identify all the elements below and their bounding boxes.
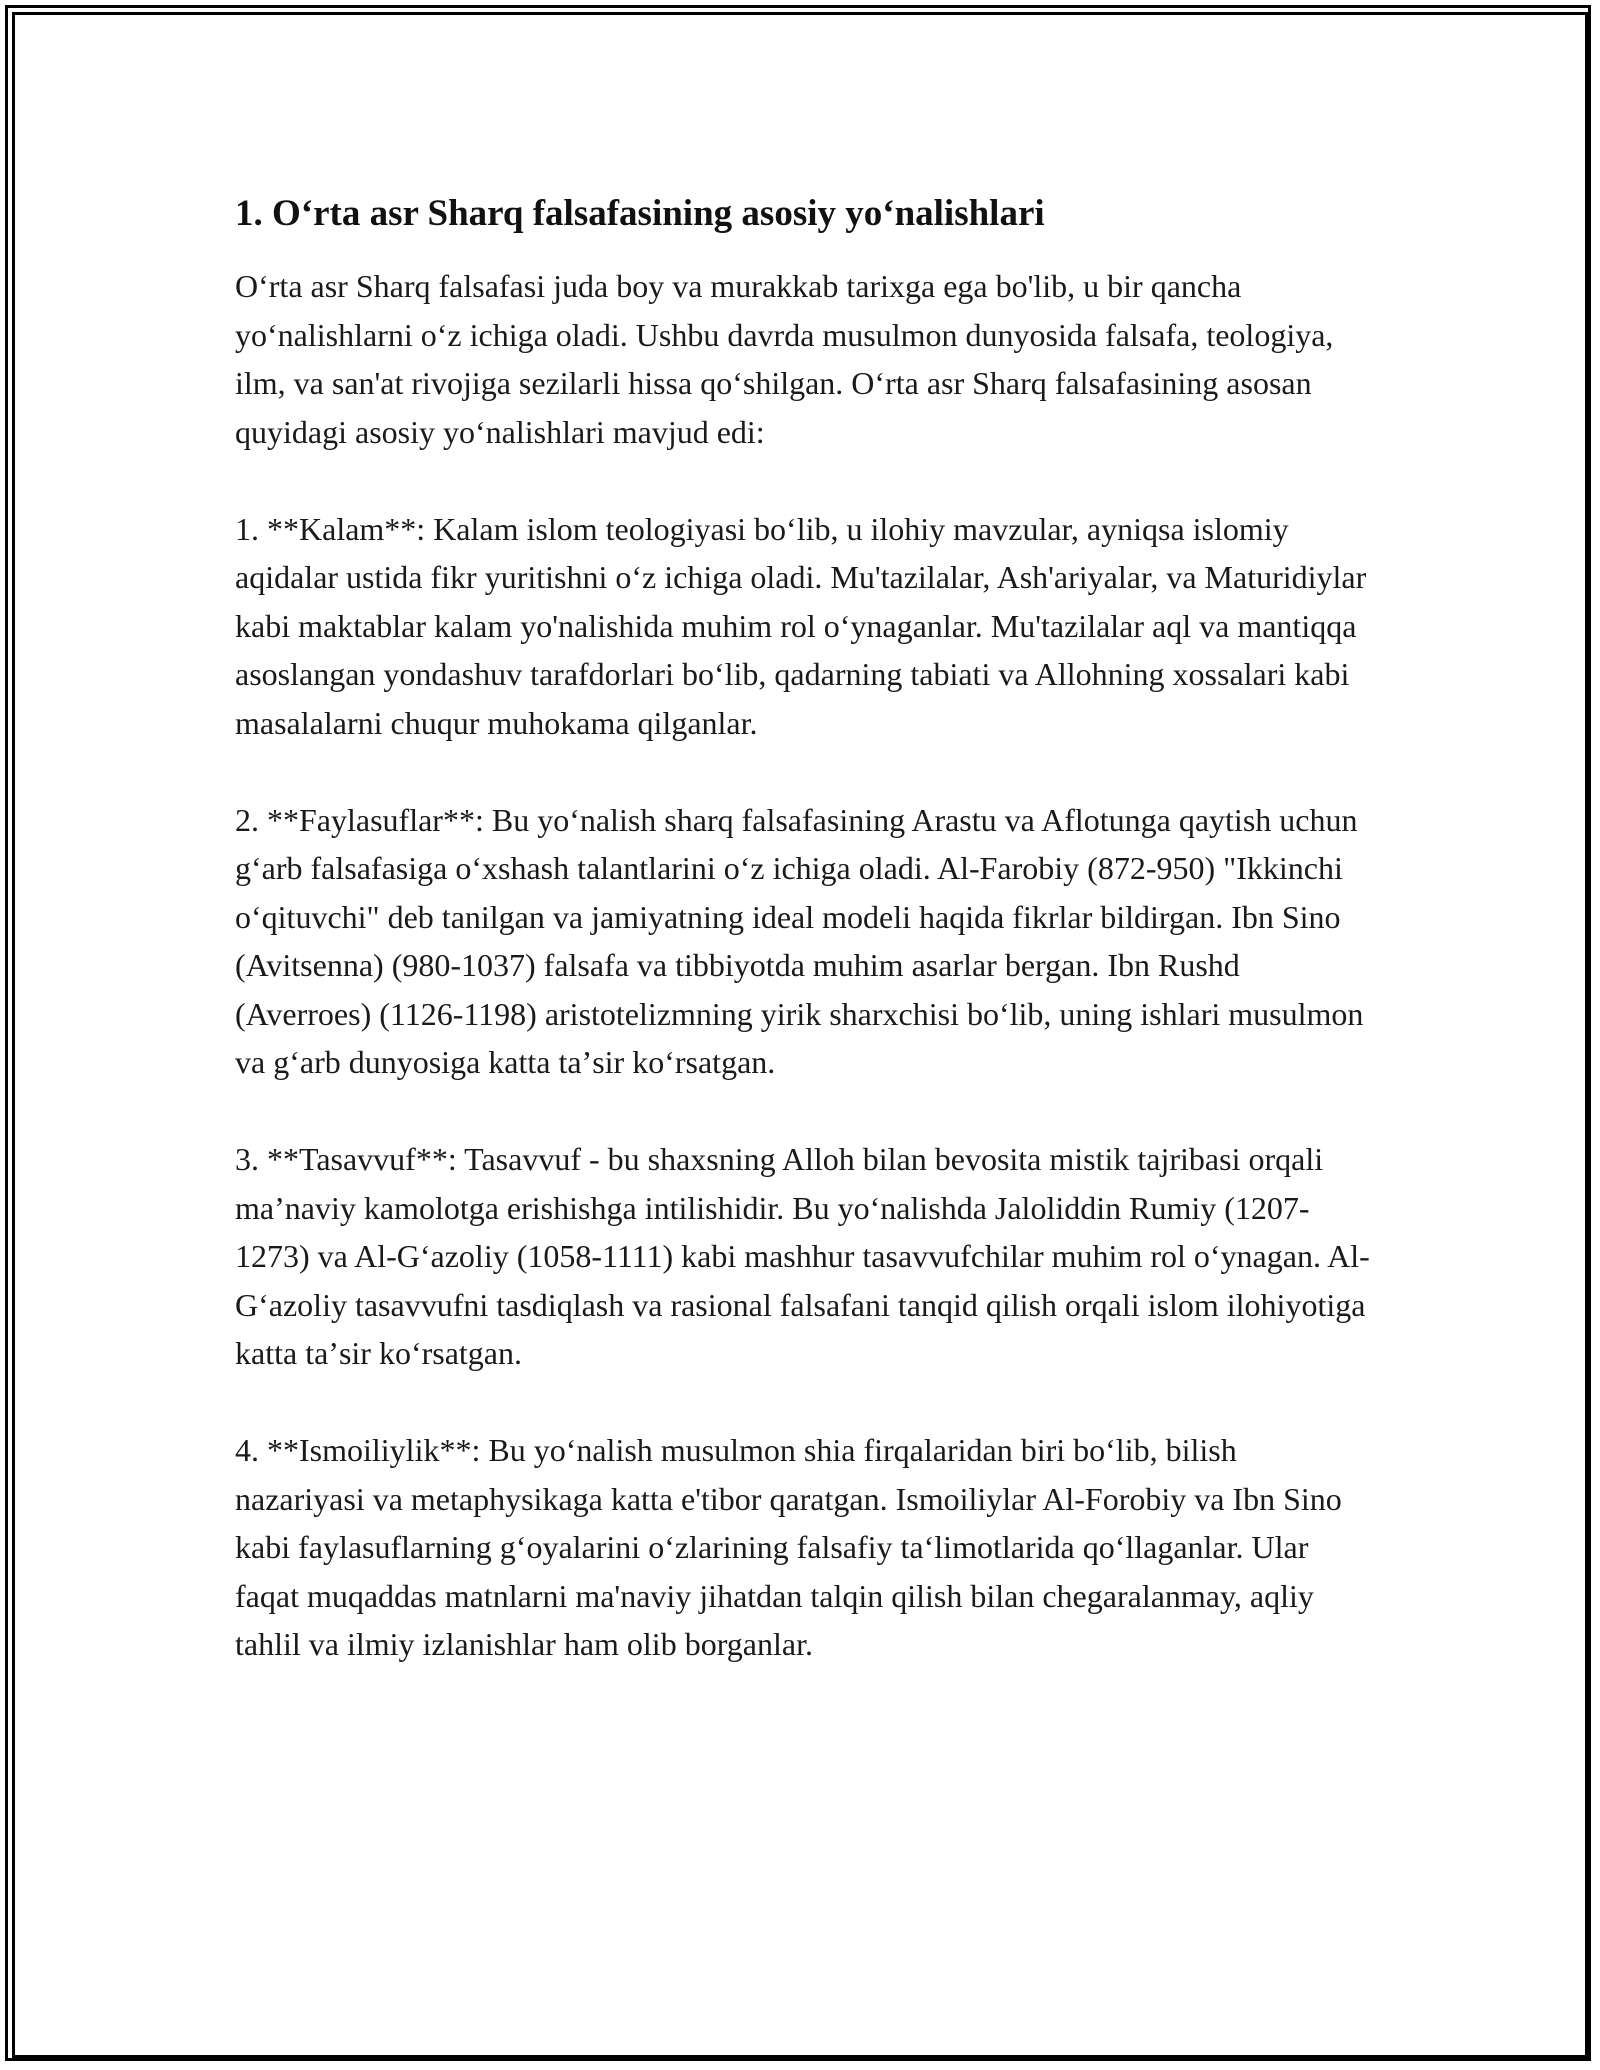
list-item-tasavvuf: 3. **Tasavvuf**: Tasavvuf - bu shaxsning Alloh bilan bevosita mistik tajribasi orqali maʼnaviy kamolotga erishishga intilishidir. Bu yoʻnalishda Jaloliddin Rumiy (1207-1273) va Al-Gʻazoliy (1058-1111) kabi mashhur tasavvufchilar muhim rol oʻynagan. Al-Gʻazoliy tasavvufni tasdiqlash va rasional falsafani tanqid qilish orqali islom ilohiyotiga katta taʼsir koʻrsatgan.	[235, 1141, 1370, 1371]
section-heading: 1. Oʻrta asr Sharq falsafasining asosiy yoʻnalishlari	[235, 193, 1045, 234]
intro-paragraph: Oʻrta asr Sharq falsafasi juda boy va murakkab tarixga ega bo'lib, u bir qancha yoʻnalishlarni oʻz ichiga oladi. Ushbu davrda musulmon dunyosida falsafa, teologiya, ilm, va san'at rivojiga sezilarli hissa qoʻshilgan. Oʻrta asr Sharq falsafasining asosan quyidagi asosiy yoʻnalishlari mavjud edi:	[235, 268, 1334, 450]
list-item-kalam: 1. **Kalam**: Kalam islom teologiyasi boʻlib, u ilohiy mavzular, ayniqsa islomiy aqidalar ustida fikr yuritishni oʻz ichiga oladi. Mu'tazilalar, Ash'ariyalar, va Maturidiylar kabi maktablar kalam yo'nalishida muhim rol oʻynaganlar. Mu'tazilalar aql va mantiqqa asoslangan yondashuv tarafdorlari boʻlib, qadarning tabiati va Allohning xossalari kabi masalalarni chuqur muhokama qilganlar.	[235, 510, 1367, 741]
list-item-faylasuflar: 2. **Faylasuflar**: Bu yoʻnalish sharq falsafasining Arastu va Aflotunga qaytish uchun gʻarb falsafasiga oʻxshash talantlarini oʻz ichiga oladi. Al-Farobiy (872-950) "Ikkinchi oʻqituvchi" deb tanilgan va jamiyatning ideal modeli haqida fikrlar bildirgan. Ibn Sino (Avitsenna) (980-1037) falsafa va tibbiyotda muhim asarlar bergan. Ibn Rushd (Averroes) (1126-1198) aristotelizmning yirik sharxchisi boʻlib, uning ishlari musulmon va gʻarb dunyosiga katta taʼsir koʻrsatgan.	[235, 801, 1364, 1080]
list-item-ismoiliylik: 4. **Ismoiliylik**: Bu yoʻnalish musulmon shia firqalaridan biri boʻlib, bilish nazariyasi va metaphysikaga katta e'tibor qaratgan. Ismoiliylar Al-Forobiy va Ibn Sino kabi faylasuflarning gʻoyalarini oʻzlarining falsafiy taʻlimotlarida qoʻllaganlar. Ular faqat muqaddas matnlarni ma'naviy jihatdan talqin qilish bilan chegaralanmay, aqliy tahlil va ilmiy izlanishlar ham olib borganlar.	[235, 1432, 1342, 1662]
document-body	[235, 190, 1370, 1717]
